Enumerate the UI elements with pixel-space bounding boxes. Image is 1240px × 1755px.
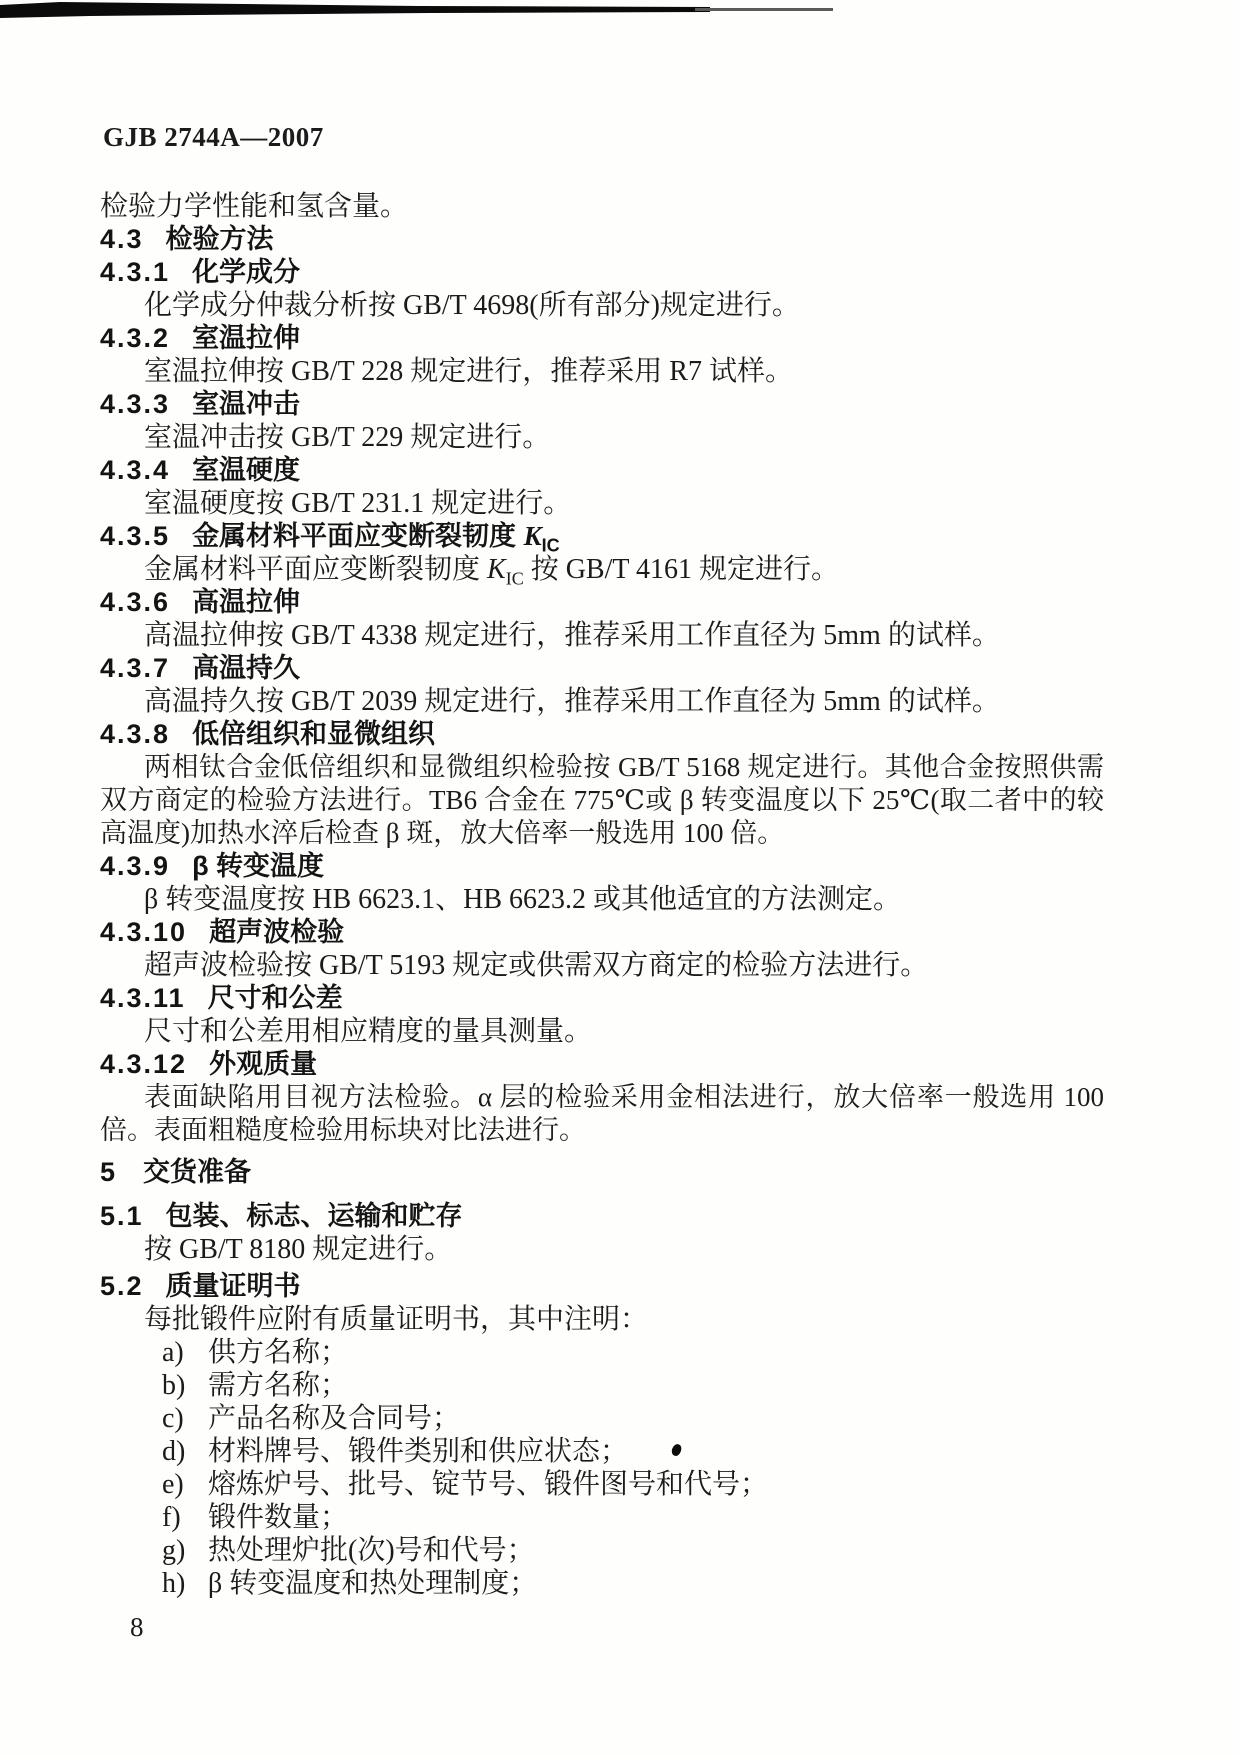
section-heading-4-3-12 bbox=[100, 1048, 1104, 1081]
list-item-label: g) bbox=[162, 1535, 186, 1566]
section-number: 4.3.7 bbox=[100, 653, 171, 683]
list-item-label: a) bbox=[162, 1337, 184, 1368]
section-title: 金属材料平面应变断裂韧度 bbox=[192, 521, 524, 551]
section-paragraph-4-3-6: 高温拉伸按 GB/T 4338 规定进行，推荐采用工作直径为 5mm 的试样。 bbox=[144, 620, 1000, 651]
section-paragraph-5-2: 每批锻件应附有质量证明书，其中注明： bbox=[144, 1304, 649, 1335]
doc-number: GJB 2744A—2007 bbox=[103, 122, 324, 152]
section-heading-4-3-11 bbox=[100, 982, 1104, 1015]
section-heading-4-3-8 bbox=[100, 718, 1104, 751]
section-number: 4.3.5 bbox=[100, 521, 171, 551]
chapter-heading-5 bbox=[100, 1156, 1104, 1189]
intro-paragraph: 检验力学性能和氢含量。 bbox=[100, 191, 409, 222]
section-paragraph-4-3-2: 室温拉伸按 GB/T 228 规定进行，推荐采用 R7 试样。 bbox=[144, 356, 793, 387]
section-paragraph-4-3-12: 表面缺陷用目视方法检验。α 层的检验采用金相法进行，放大倍率一般选用 100 倍。表面粗糙度检验用标块对比法进行。 bbox=[100, 1082, 1104, 1145]
section-number: 4.3 bbox=[100, 224, 144, 254]
k-ic-symbol: K bbox=[487, 554, 506, 585]
section-title: 尺寸和公差 bbox=[207, 983, 343, 1013]
section-heading-4-3-7 bbox=[100, 652, 1104, 685]
section-number: 5.1 bbox=[100, 1201, 144, 1231]
section-heading-5-1 bbox=[100, 1200, 1104, 1233]
section-title: 外观质量 bbox=[209, 1049, 318, 1079]
section-number: 4.3.2 bbox=[100, 323, 171, 353]
section-title: 超声波检验 bbox=[209, 917, 345, 947]
section-paragraph-4-3-10: 超声波检验按 GB/T 5193 规定或供需双方商定的检验方法进行。 bbox=[144, 950, 929, 981]
list-item-text: 供方名称； bbox=[208, 1337, 349, 1368]
list-item-f bbox=[100, 1501, 1104, 1534]
section-paragraph-4-3-8: 两相钛合金低倍组织和显微组织检验按 GB/T 5168 规定进行。其他合金按照供需双方商定的检验方法进行。TB6 合金在 775℃或 β 转变温度以下 25℃(取二者中的较高温度)加热水淬后检查 β 斑，放大倍率一般选用 100 倍。 bbox=[100, 752, 1104, 848]
section-title: 室温冲击 bbox=[192, 389, 301, 419]
section-number: 4.3.1 bbox=[100, 257, 171, 287]
section-heading-4-3-3 bbox=[100, 388, 1104, 421]
section-number: 4.3.6 bbox=[100, 587, 171, 617]
section-number: 4.3.3 bbox=[100, 389, 171, 419]
k-ic-subscript: IC bbox=[505, 568, 524, 589]
section-paragraph-4-3-5 bbox=[100, 553, 1104, 589]
list-item-text: β 转变温度和热处理制度； bbox=[208, 1568, 538, 1599]
section-paragraph-4-3-1: 化学成分仲裁分析按 GB/T 4698(所有部分)规定进行。 bbox=[144, 290, 800, 321]
section-title: 检验方法 bbox=[165, 224, 274, 254]
section-paragraph-4-3-4: 室温硬度按 GB/T 231.1 规定进行。 bbox=[144, 488, 572, 519]
section-number: 4.3.12 bbox=[100, 1049, 188, 1079]
certificate-item-list bbox=[100, 1336, 1104, 1600]
list-item-g bbox=[100, 1534, 1104, 1567]
list-item-text: 需方名称； bbox=[208, 1370, 349, 1401]
paragraph-text: 金属材料平面应变断裂韧度 bbox=[144, 554, 488, 585]
list-item-text: 产品名称及合同号； bbox=[208, 1403, 461, 1434]
section-number: 4.3.4 bbox=[100, 455, 171, 485]
section-number: 4.3.11 bbox=[100, 983, 186, 1013]
section-number: 5.2 bbox=[100, 1271, 144, 1301]
section-title: 低倍组织和显微组织 bbox=[192, 719, 436, 749]
section-paragraph-4-3-11: 尺寸和公差用相应精度的量具测量。 bbox=[144, 1016, 593, 1047]
list-item-label: b) bbox=[162, 1370, 186, 1401]
list-item-text: 锻件数量； bbox=[208, 1502, 349, 1533]
section-paragraph-4-3-7: 高温持久按 GB/T 2039 规定进行，推荐采用工作直径为 5mm 的试样。 bbox=[144, 686, 1000, 717]
list-item-a bbox=[100, 1336, 1104, 1369]
list-item-text: 熔炼炉号、批号、锭节号、锻件图号和代号； bbox=[208, 1469, 769, 1500]
section-title: 室温拉伸 bbox=[192, 323, 301, 353]
list-item-label: c) bbox=[162, 1403, 184, 1434]
section-heading-5-2 bbox=[100, 1270, 1104, 1303]
section-title: 化学成分 bbox=[192, 257, 301, 287]
chapter-title: 交货准备 bbox=[143, 1157, 252, 1187]
list-item-text: 材料牌号、锻件类别和供应状态； bbox=[208, 1436, 629, 1467]
section-heading-4-3-2 bbox=[100, 322, 1104, 355]
list-item-label: d) bbox=[162, 1436, 186, 1467]
section-paragraph-4-3-9: β 转变温度按 HB 6623.1、HB 6623.2 或其他适宜的方法测定。 bbox=[144, 884, 902, 915]
section-heading-4-3-9 bbox=[100, 850, 1104, 883]
list-item-h bbox=[100, 1567, 1104, 1600]
section-title: β 转变温度 bbox=[192, 851, 325, 881]
section-title: 包装、标志、运输和贮存 bbox=[165, 1201, 463, 1231]
section-title: 质量证明书 bbox=[165, 1271, 301, 1301]
document-body bbox=[100, 190, 1104, 1600]
section-title: 高温持久 bbox=[192, 653, 301, 683]
k-ic-subscript: IC bbox=[541, 535, 560, 556]
list-item-d bbox=[100, 1435, 1104, 1468]
k-ic-symbol: K bbox=[523, 521, 542, 551]
section-title: 高温拉伸 bbox=[192, 587, 301, 617]
list-item-label: h) bbox=[162, 1568, 186, 1599]
section-paragraph-5-1: 按 GB/T 8180 规定进行。 bbox=[144, 1234, 453, 1265]
section-heading-4-3-1 bbox=[100, 256, 1104, 289]
section-number: 4.3.8 bbox=[100, 719, 171, 749]
page-number: 8 bbox=[130, 1612, 144, 1642]
list-item-label: e) bbox=[162, 1469, 184, 1500]
scan-artifact-top-bar bbox=[0, 0, 840, 24]
section-heading-4-3-4 bbox=[100, 454, 1104, 487]
list-item-b bbox=[100, 1369, 1104, 1402]
section-title: 室温硬度 bbox=[192, 455, 301, 485]
section-heading-4-3-6 bbox=[100, 586, 1104, 619]
section-number: 4.3.10 bbox=[100, 917, 188, 947]
section-heading-4-3-5 bbox=[100, 520, 1104, 556]
section-heading-4-3 bbox=[100, 223, 1104, 256]
section-paragraph-4-3-3: 室温冲击按 GB/T 229 规定进行。 bbox=[144, 422, 551, 453]
paragraph-text: 按 GB/T 4161 规定进行。 bbox=[523, 554, 839, 585]
section-number: 4.3.9 bbox=[100, 851, 171, 881]
list-item-e bbox=[100, 1468, 1104, 1501]
list-item-text: 热处理炉批(次)号和代号； bbox=[208, 1535, 535, 1566]
list-item-label: f) bbox=[162, 1502, 181, 1533]
chapter-number: 5 bbox=[100, 1157, 118, 1187]
section-heading-4-3-10 bbox=[100, 916, 1104, 949]
list-item-c bbox=[100, 1402, 1104, 1435]
